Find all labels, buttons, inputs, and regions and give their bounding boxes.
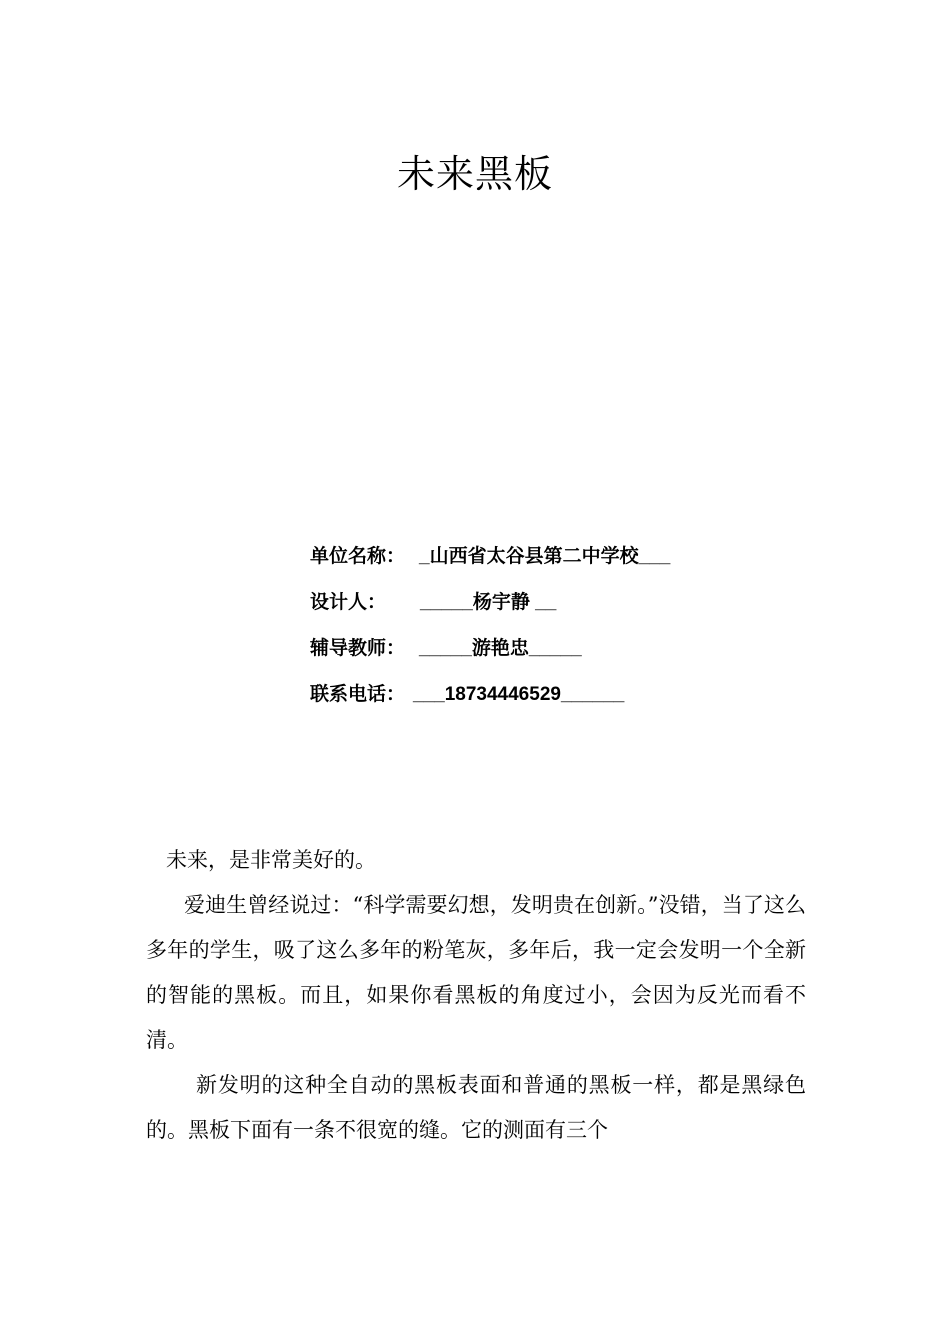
info-label-unit: 单位名称： (310, 546, 406, 567)
info-label-teacher: 辅导教师： (310, 638, 406, 659)
info-row-designer (310, 584, 670, 630)
document-title: 未来黑板 (396, 152, 553, 196)
info-label-designer: 设计人： (310, 592, 387, 613)
info-value-unit: _山西省太谷县第二中学校___ (419, 546, 671, 567)
paragraph-2: 爱迪生曾经说过：“科学需要幻想，发明贵在创新。”没错，当了这么多年的学生，吸了这么多年的粉笔灰，多年后，我一定会发明一个全新的智能的黑板。而且，如果你看黑板的角度过小，会因为反光而看不清。 (146, 893, 806, 1052)
paragraph-3: 新发明的这种全自动的黑板表面和普通的黑板一样，都是黑绿色的。黑板下面有一条不很宽的缝。它的测面有三个 (146, 1073, 806, 1142)
info-value-teacher: _____游艳忠_____ (419, 638, 582, 659)
author-info-block (310, 538, 670, 722)
info-row-phone (310, 676, 670, 722)
paragraph-1: 未来，是非常美好的。 (166, 848, 376, 872)
info-label-phone: 联系电话： (310, 684, 406, 705)
info-row-teacher (310, 630, 670, 676)
info-row-unit (310, 538, 670, 584)
info-value-designer: _____杨宇静 __ (420, 592, 557, 613)
body-text (146, 838, 806, 1153)
info-value-phone: ___18734446529______ (413, 684, 625, 705)
